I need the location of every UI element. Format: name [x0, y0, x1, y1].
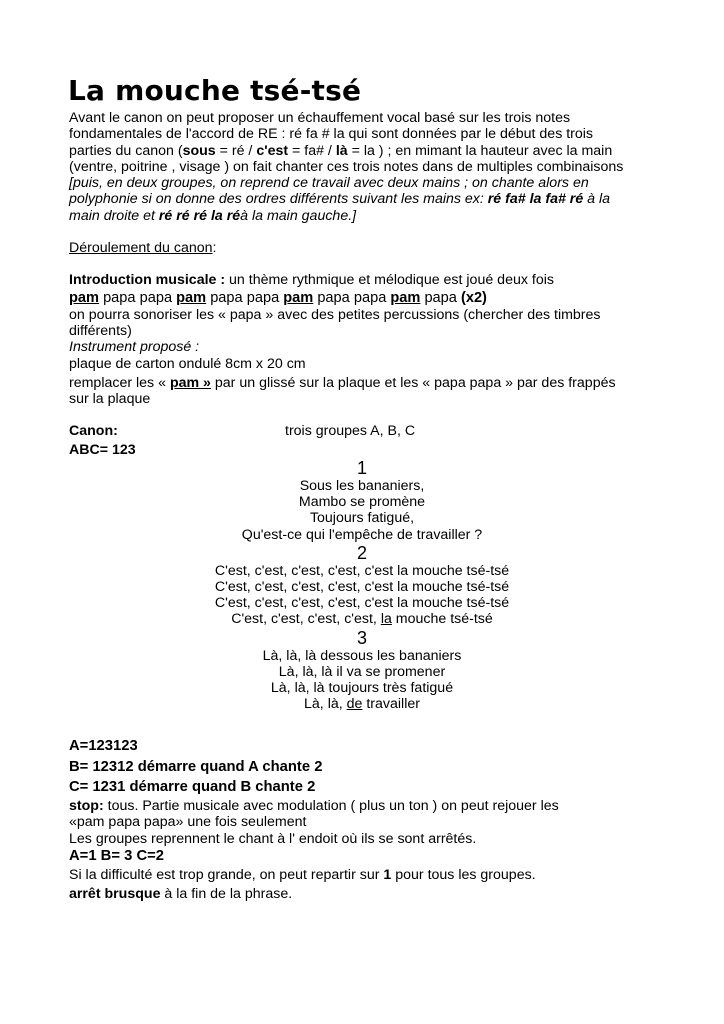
- stop-section: [69, 798, 659, 904]
- note-la: là: [335, 142, 348, 159]
- text-line: [69, 866, 659, 885]
- verse-number: 1: [356, 458, 367, 479]
- text: à la: [583, 191, 611, 208]
- text-line: «pam papa papa» une fois seulement: [69, 814, 307, 831]
- text: Déroulement du canon: [69, 240, 213, 257]
- intro-line: (ventre, poitrine , visage ) on fait chanter ces trois notes dans de multiples combinaisons: [69, 158, 624, 175]
- verse-line: Toujours fatigué,: [309, 510, 415, 527]
- document-page: [69, 74, 659, 904]
- text: à la main gauche.]: [240, 207, 357, 224]
- verse-line: [69, 696, 655, 712]
- text-line: Les groupes reprennent le chant à l' endoit où ils se sont arrêtés.: [69, 830, 477, 847]
- pam: pam: [390, 289, 421, 306]
- text: = la ) ; en mimant la hauteur avec la main: [347, 142, 613, 159]
- text: travailler: [362, 696, 420, 713]
- schedule-b: B= 12312 démarre quand A chante 2: [69, 758, 323, 775]
- text: tous. Partie musicale avec modulation ( plus un ton ) on peut rejouer les: [103, 797, 559, 814]
- text: :: [212, 240, 217, 257]
- intro-line: Avant le canon on peut proposer un échauffement vocal basé sur les trois notes: [69, 110, 571, 126]
- text: main droite et: [69, 207, 159, 224]
- text: remplacer les «: [69, 374, 170, 391]
- verse-line: C'est, c'est, c'est, c'est, c'est la mouche tsé-tsé: [214, 579, 510, 596]
- verse-line: C'est, c'est, c'est, c'est, c'est la mouche tsé-tsé: [214, 595, 510, 612]
- canon-groups: trois groupes A, B, C: [285, 423, 416, 440]
- instrument-label: Instrument proposé :: [69, 339, 200, 356]
- page-title: La mouche tsé-tsé: [68, 74, 362, 107]
- note-cest: c'est: [256, 142, 289, 159]
- text: Si la difficulté est trop grande, on peut repartir sur: [69, 866, 384, 883]
- schedule-c: C= 1231 démarre quand B chante 2: [69, 779, 316, 796]
- intro-musicale-line: [69, 272, 659, 288]
- intro-line: [69, 191, 659, 207]
- text-line: on pourra sonoriser les « papa » avec des petites percussions (chercher des timbres: [69, 306, 601, 323]
- canon-row: [69, 423, 659, 439]
- text: un thème rythmique et mélodique est joué deux fois: [229, 272, 554, 289]
- schedule-block: [69, 736, 659, 798]
- intro-line: fondamentales de l'accord de RE : ré fa # la qui sont données par le début des trois: [69, 126, 594, 143]
- restart-positions: A=1 B= 3 C=2: [69, 847, 165, 864]
- text-line: plaque de carton ondulé 8cm x 20 cm: [69, 355, 306, 372]
- stop-line: [69, 798, 659, 814]
- text-line: différents): [69, 322, 132, 339]
- text: papa papa: [206, 289, 284, 306]
- verse-number: 3: [356, 627, 367, 648]
- text-line: sur la plaque: [69, 391, 151, 408]
- repeat-mark: (x2): [460, 289, 487, 306]
- text: la: [380, 611, 392, 628]
- intro-line: [69, 208, 659, 224]
- text: = fa# /: [288, 142, 336, 159]
- text: = ré /: [215, 142, 257, 159]
- text: à la fin de la phrase.: [160, 885, 293, 902]
- deroulement-heading: [69, 240, 659, 256]
- text: 1: [383, 866, 392, 883]
- text: C'est, c'est, c'est, c'est,: [231, 611, 381, 628]
- section-label: Introduction musicale :: [69, 272, 230, 289]
- schedule-a: A=123123: [69, 738, 138, 755]
- pam: pam: [283, 289, 314, 306]
- verse-line: Mambo se promène: [298, 494, 426, 511]
- text: pour tous les groupes.: [391, 866, 536, 883]
- verse-line: [69, 611, 655, 627]
- verse-line: Là, là, là dessous les bananiers: [262, 647, 462, 664]
- text: parties du canon (: [69, 142, 183, 159]
- verse-line: Sous les bananiers,: [299, 478, 425, 495]
- verse-line: Qu'est-ce qui l'empêche de travailler ?: [241, 526, 483, 543]
- verse-number: 2: [356, 542, 367, 563]
- intro-paragraph: [69, 110, 659, 224]
- canon-label: Canon:: [69, 423, 118, 440]
- text: polyphonie si on donne des ordres différents suivant les mains ex:: [69, 191, 488, 208]
- arret-label: arrêt brusque: [69, 885, 161, 902]
- text: de: [346, 696, 363, 713]
- verse-line: C'est, c'est, c'est, c'est, c'est la mouche tsé-tsé: [214, 562, 510, 579]
- stop-label: stop:: [69, 797, 104, 814]
- text: mouche tsé-tsé: [391, 611, 493, 628]
- text: papa papa: [99, 289, 177, 306]
- intro-line: [69, 143, 659, 159]
- note-sous: sous: [182, 142, 216, 159]
- intro-line: [puis, en deux groupes, on reprend ce travail avec deux mains ; on chante alors en: [69, 175, 589, 192]
- rhythm-line: [69, 289, 659, 307]
- pam: pam: [176, 289, 207, 306]
- text: papa: [420, 289, 461, 306]
- text-line: [69, 375, 659, 391]
- text: Là, là,: [304, 696, 347, 713]
- text: par un glissé sur la plaque et les « papa papa » par des frappés: [210, 374, 616, 391]
- text: papa papa: [313, 289, 391, 306]
- verse-line: Là, là, là il va se promener: [278, 663, 446, 680]
- pam: pam: [69, 289, 100, 306]
- right-hand-notes: ré fa# la fa# ré: [487, 191, 584, 208]
- pam: pam »: [169, 374, 211, 391]
- left-hand-notes: ré ré ré la ré: [158, 207, 241, 224]
- verses-block: [69, 458, 655, 712]
- canon-abc: ABC= 123: [69, 441, 136, 458]
- intro-musicale-section: [69, 272, 659, 407]
- text-line: [69, 885, 659, 904]
- verse-line: Là, là, là toujours très fatigué: [270, 680, 454, 697]
